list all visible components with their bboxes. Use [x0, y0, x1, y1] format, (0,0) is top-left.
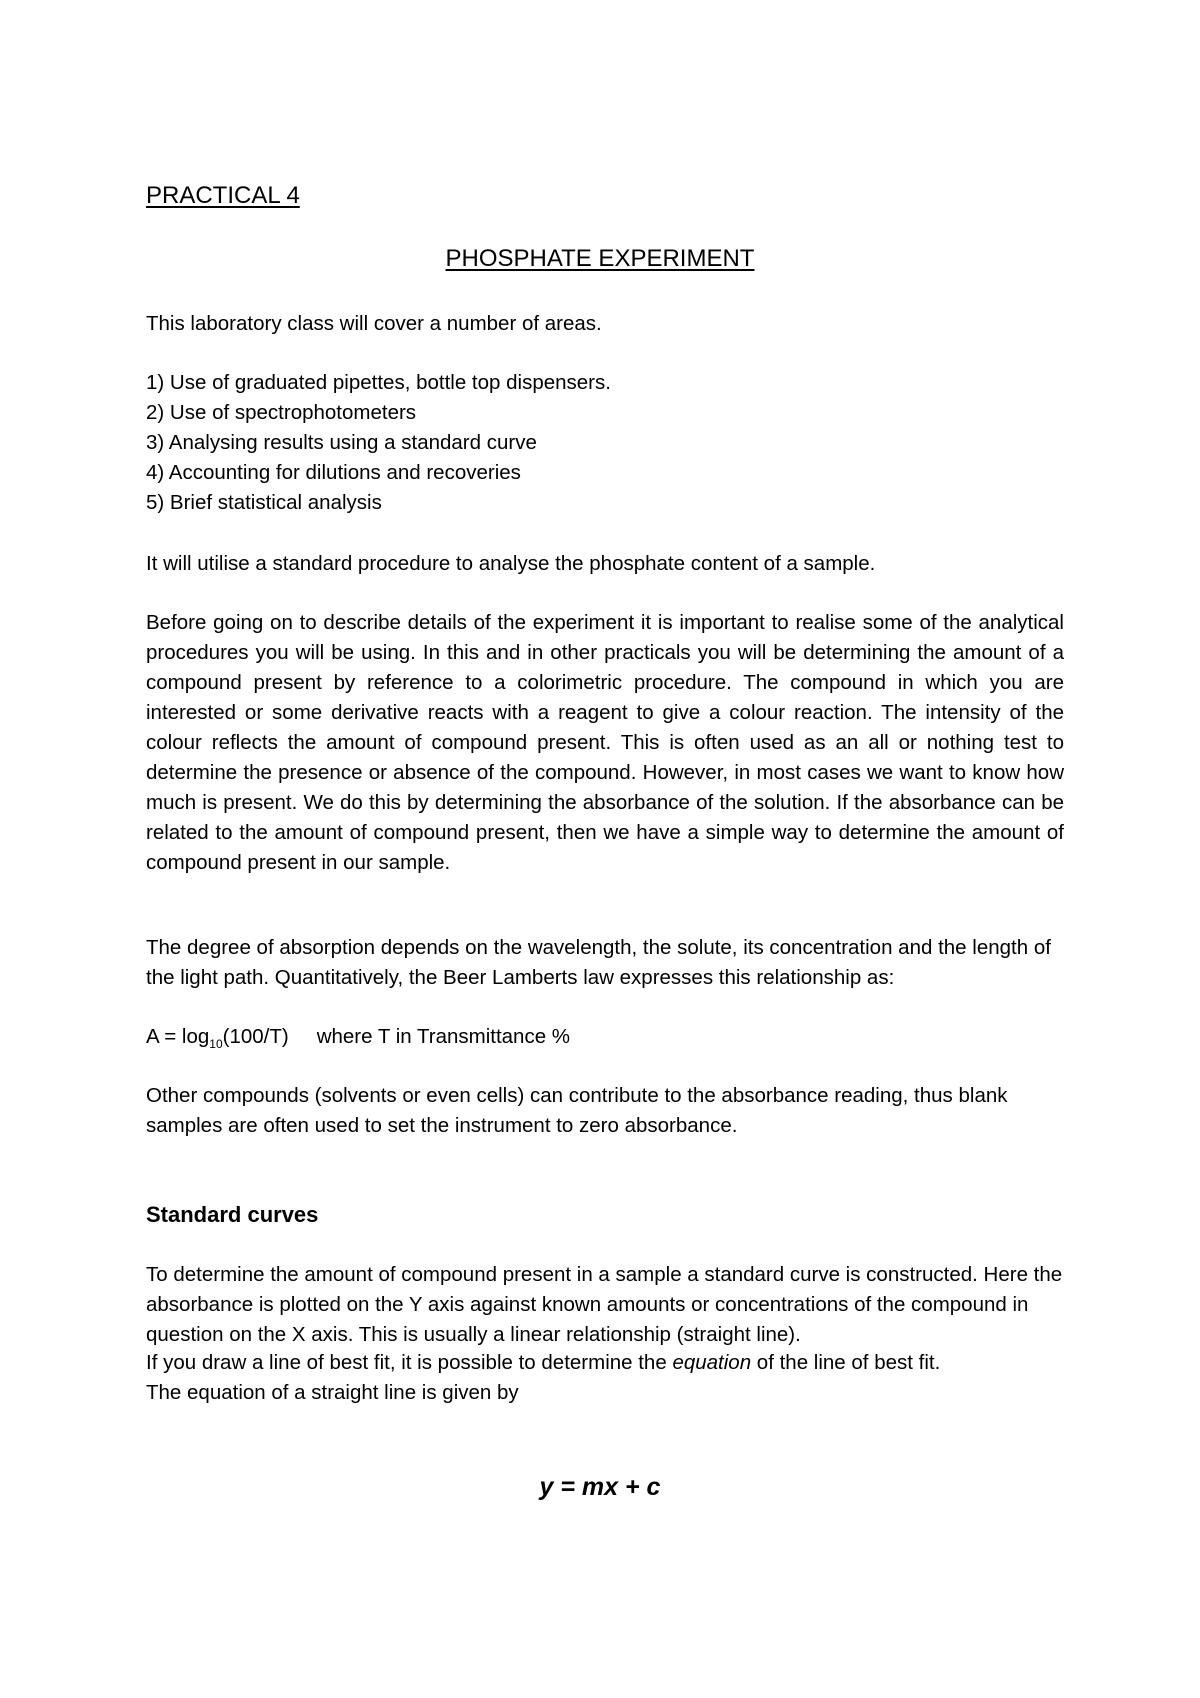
page-title: PRACTICAL 4: [146, 182, 300, 209]
list-item: 2) Use of spectrophotometers: [146, 401, 417, 424]
bestfit-before: If you draw a line of best fit, it is possible to determine the: [146, 1351, 673, 1374]
formula-note: where T in Transmittance %: [316, 1025, 571, 1048]
areas-list: [146, 368, 1064, 518]
paragraph-bestfit: [146, 1348, 1064, 1408]
list-item: 3) Analysing results using a standard curve: [146, 431, 537, 454]
section-heading: Standard curves: [146, 1202, 319, 1227]
paragraph-standard: To determine the amount of compound present in a sample a standard curve is constructed. Here the absorbance is plotted on the Y axis against known amounts or concentrations of the compound in question on the X axis. This is usually a linear relationship (straight line).: [146, 1263, 1063, 1346]
experiment-title: [0, 243, 1200, 275]
experiment-title-text: PHOSPHATE EXPERIMENT: [445, 245, 755, 272]
line-equation: y = mx + c: [539, 1473, 661, 1501]
formula-subscript: 10: [209, 1037, 223, 1052]
beer-lambert-formula: [146, 1022, 1064, 1052]
paragraph-blank: Other compounds (solvents or even cells) can contribute to the absorbance reading, thus blank samples are often used to set the instrument to zero absorbance.: [146, 1084, 1008, 1137]
list-item: 1) Use of graduated pipettes, bottle top dispensers.: [146, 371, 611, 394]
bestfit-after: of the line of best fit.: [751, 1351, 941, 1374]
formula-rhs: (100/T): [222, 1025, 289, 1048]
procedure-statement: It will utilise a standard procedure to analyse the phosphate content of a sample.: [146, 552, 876, 575]
bestfit-emphasis: equation: [672, 1351, 752, 1374]
formula-lhs: A = log: [146, 1025, 210, 1048]
list-item: 5) Brief statistical analysis: [146, 491, 382, 514]
bestfit-line2: The equation of a straight line is given by: [146, 1381, 519, 1404]
paragraph-analytical: Before going on to describe details of the experiment it is important to realise some of the analytical procedures you will be using. In this and in other practicals you will be determining the amount of a compound present by reference to a colorimetric procedure. The compound in which you are interested or some derivative reacts with a reagent to give a colour reaction. The intensity of the colour reflects the amount of compound present. This is often used as an all or nothing test to determine the presence or absence of the compound. However, in most cases we want to know how much is present. We do this by determining the absorbance of the solution. If the absorbance can be related to the amount of compound present, then we have a simple way to determine the amount of compound present in our sample.: [146, 611, 1064, 874]
list-item: 4) Accounting for dilutions and recoveries: [146, 461, 521, 484]
paragraph-absorption: The degree of absorption depends on the wavelength, the solute, its concentration and the length of the light path. Quantitatively, the Beer Lamberts law expresses this relationship as:: [146, 936, 1051, 989]
intro-text: This laboratory class will cover a number of areas.: [146, 312, 602, 335]
